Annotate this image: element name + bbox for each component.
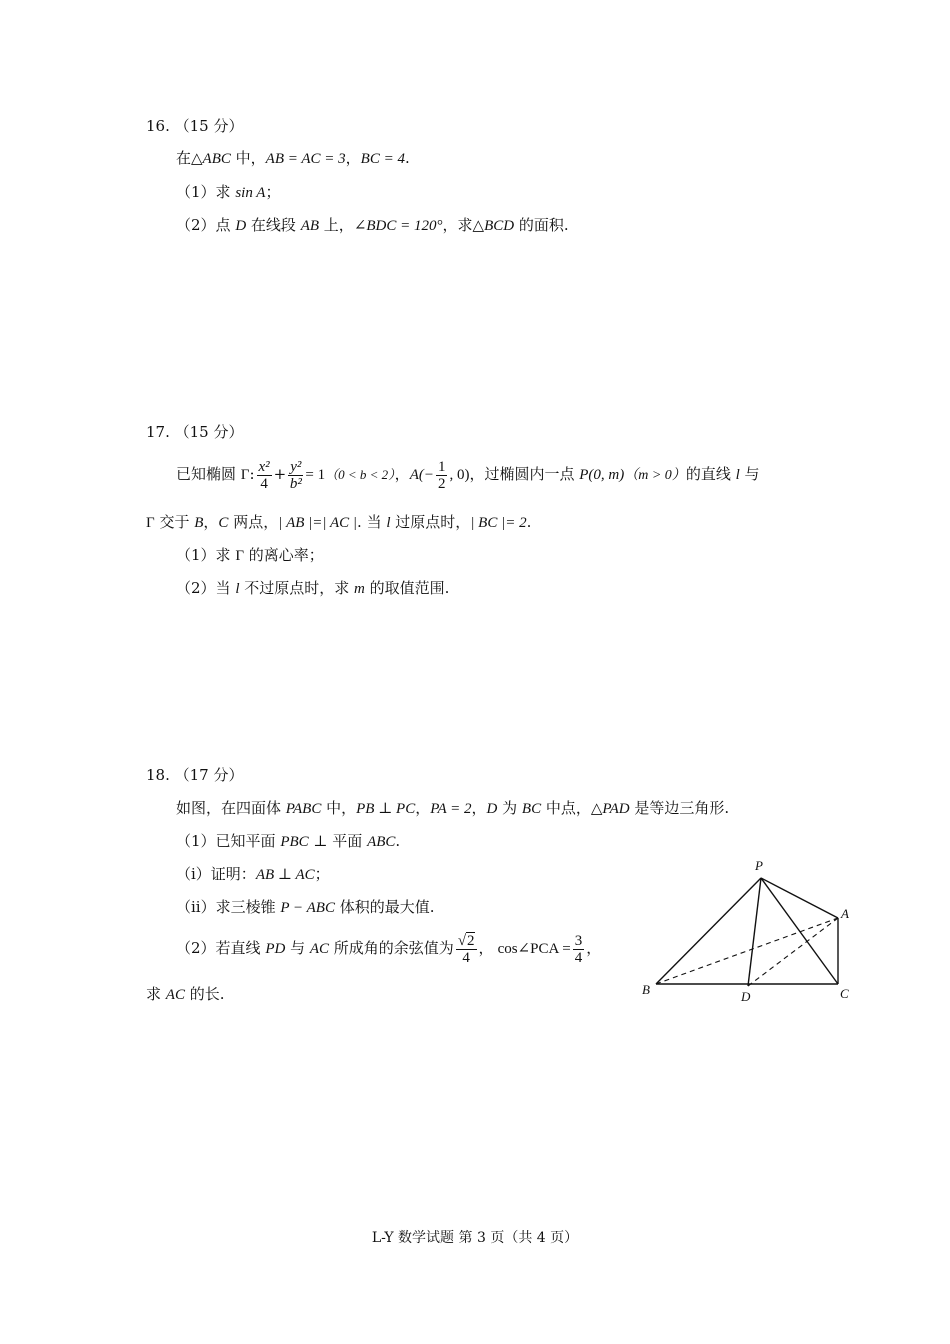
- frac-y2-b2: $\frac{\text{y²}}{\text{b²}}$: [289, 458, 302, 492]
- label-D: D: [741, 989, 751, 1004]
- edge-PD: [748, 878, 761, 986]
- frac-3-4: $\frac{3}{4}$: [574, 932, 583, 966]
- q16-header: 16. （15 分）: [146, 117, 244, 135]
- frac-x2-4: $\frac{\text{x²}}{4}$: [258, 458, 270, 492]
- q18-part2: （2）若直线 PD 与 AC 所成角的余弦值为 $\frac{√2}{4}$ ， cos∠PCA = $\frac{3}{4}$ ，: [176, 932, 602, 966]
- q17-line1: 已知椭圆 Γ: $\frac{\text{x²}}{4}$ + $\frac{\text{y²}}{\text{b²}}$ = 1（0 < b < 2），A(− $\frac{1}{2}$ , 0)，过椭圆内一点 P(0, m)（m > 0）的直线 l 与: [176, 458, 760, 492]
- edge-AD-hidden: [748, 918, 838, 986]
- q17-header: 17. （15 分）: [146, 423, 244, 441]
- label-B: B: [642, 982, 650, 997]
- q18-line1: 如图，在四面体 PABC 中，PB ⊥ PC，PA = 2，D 为 BC 中点，△PAD 是等边三角形.: [176, 799, 730, 817]
- q18-part1: （1）已知平面 PBC ⊥ 平面 ABC.: [176, 832, 401, 850]
- q18-part1-ii: （ii）求三棱锥 P − ABC 体积的最大值.: [176, 898, 435, 916]
- q17-line2: Γ 交于 B，C 两点，| AB |=| AC |. 当 l 过原点时，| BC |= 2.: [146, 513, 532, 531]
- q16-part1: （1）求 sin A；: [176, 183, 281, 201]
- edge-PA: [761, 878, 838, 918]
- edge-PB: [656, 878, 761, 984]
- label-C: C: [840, 986, 849, 1001]
- label-A: A: [841, 906, 849, 921]
- q18-header: 18. （17 分）: [146, 766, 244, 784]
- label-P: P: [755, 858, 763, 873]
- q16-part2: （2）点 D 在线段 AB 上，∠BDC = 120°，求△BCD 的面积.: [176, 216, 569, 234]
- edge-AB-hidden: [656, 918, 838, 984]
- q17-part1: （1）求 Γ 的离心率；: [176, 546, 324, 564]
- frac-half: $\frac{1}{2}$: [437, 458, 446, 492]
- frac-sqrt2-4: $\frac{√2}{4}$: [457, 932, 475, 966]
- page-footer: L-Y 数学试题 第 3 页（共 4 页）: [371, 1230, 579, 1246]
- q18-part2-cont: 求 AC 的长.: [146, 985, 225, 1003]
- q16-intro: 在△ABC 中，AB = AC = 3，BC = 4.: [176, 149, 410, 167]
- q18-part1-i: （i）证明：AB ⊥ AC；: [176, 865, 330, 883]
- q17-part2: （2）当 l 不过原点时，求 m 的取值范围.: [176, 579, 450, 597]
- tetrahedron-figure: [636, 856, 866, 1006]
